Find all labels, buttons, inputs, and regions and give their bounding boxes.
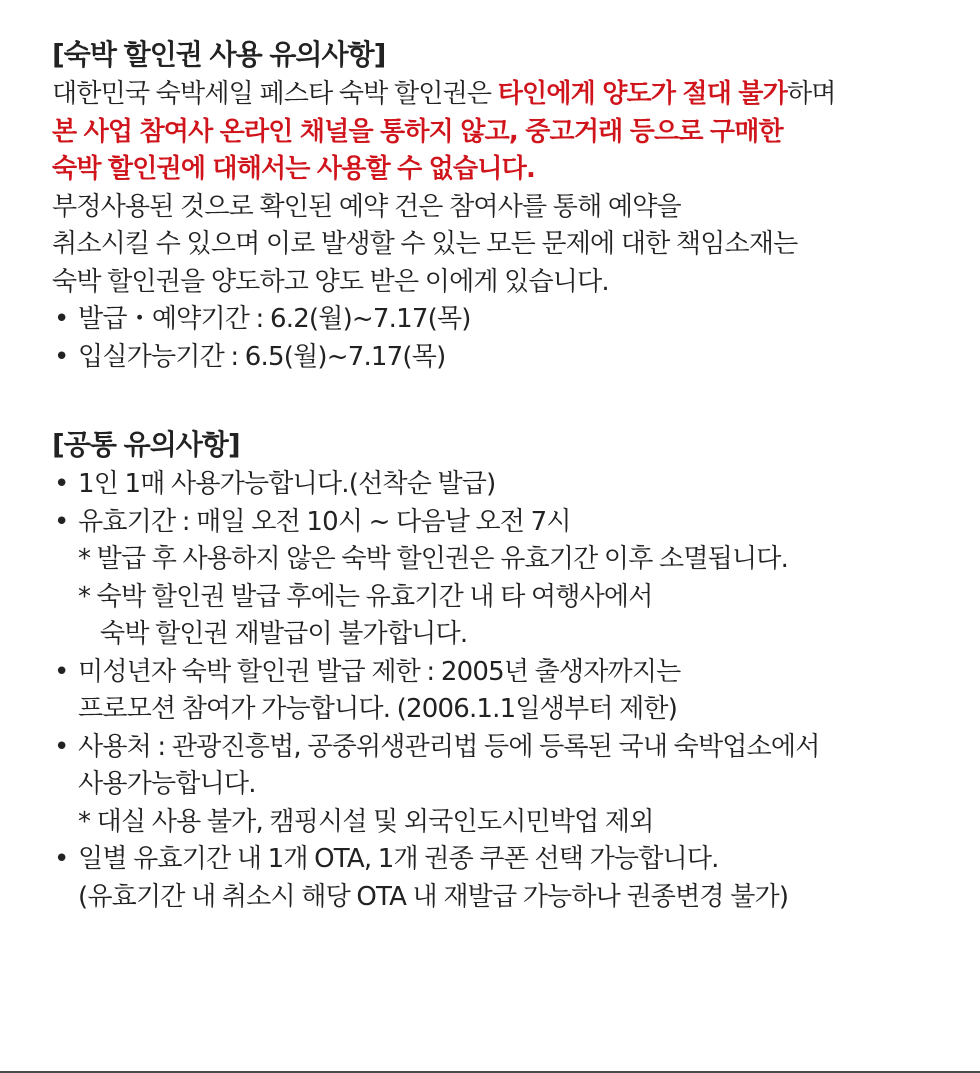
minor-restriction-item	[52, 654, 972, 692]
validity-item	[52, 504, 972, 542]
bullet-dot: •	[54, 656, 69, 687]
misuse-line-1: 부정사용된 것으로 확인된 예약 건은 참여사를 통해 예약을	[52, 191, 681, 222]
issue-period-text: 발급・예약기간 : 6.2(월)~7.17(목)	[78, 304, 471, 334]
bullet-dot: •	[54, 844, 69, 874]
daily-ota-text: 일별 유효기간 내 1개 OTA, 1개 권종 쿠폰 선택 가능합니다.	[78, 844, 719, 874]
warning-line-unusable: 숙박 할인권에 대해서는 사용할 수 없습니다.	[52, 154, 536, 184]
common-notice-heading: [공통 유의사항]	[52, 428, 240, 461]
validity-note-reissue-cont: 숙박 할인권 재발급이 불가합니다.	[100, 619, 468, 649]
daily-ota-cont: (유효기간 내 취소시 해당 OTA 내 재발급 가능하나 권종변경 불가)	[78, 881, 789, 912]
validity-note-reissue: * 숙박 할인권 발급 후에는 유효기간 내 타 여행사에서	[78, 581, 653, 612]
checkin-period-text: 입실가능기간 : 6.5(월)~7.17(목)	[78, 341, 446, 372]
misuse-line-2: 취소시킬 수 있으며 이로 발생할 수 있는 모든 문제에 대한 책임소재는	[52, 229, 798, 259]
transfer-prohibition-line	[52, 76, 972, 114]
validity-text: 유효기간 : 매일 오전 10시 ~ 다음날 오전 7시	[78, 506, 571, 537]
intro-text-end: 하며	[786, 79, 836, 109]
issue-period-item	[52, 301, 972, 339]
usage-place-cont: 사용가능합니다.	[78, 769, 256, 799]
warning-line-secondhand: 본 사업 참여사 온라인 채널을 통하지 않고, 중고거래 등으로 구매한	[52, 116, 783, 147]
section-spacer	[52, 376, 972, 424]
bullet-dot: •	[54, 304, 69, 334]
validity-note-expire: * 발급 후 사용하지 않은 숙박 할인권은 유효기간 이후 소멸됩니다.	[78, 544, 789, 574]
minor-restriction-cont: 프로모션 참여가 가능합니다. (2006.1.1일생부터 제한)	[78, 694, 678, 724]
bullet-dot: •	[54, 731, 69, 762]
usage-place-note: * 대실 사용 불가, 캠핑시설 및 외국인도시민박업 제외	[78, 806, 654, 837]
misuse-line-3: 숙박 할인권을 양도하고 양도 받은 이에게 있습니다.	[52, 266, 609, 297]
notice-content	[52, 34, 972, 916]
intro-text: 대한민국 숙박세일 페스타 숙박 할인권은	[52, 79, 498, 109]
bullet-dot: •	[54, 506, 69, 537]
bullet-dot: •	[54, 469, 69, 499]
usage-place-item	[52, 729, 972, 767]
usage-place-text: 사용처 : 관광진흥법, 공중위생관리법 등에 등록된 국내 숙박업소에서	[78, 731, 820, 762]
one-per-person-text: 1인 1매 사용가능합니다.(선착순 발급)	[78, 469, 496, 499]
usage-notice-heading: [숙박 할인권 사용 유의사항]	[52, 38, 386, 71]
bullet-dot: •	[54, 341, 69, 372]
checkin-period-item	[52, 339, 972, 377]
daily-ota-item	[52, 841, 972, 879]
transfer-warning-emphasis: 타인에게 양도가 절대 불가	[497, 79, 787, 109]
one-per-person-item	[52, 466, 972, 504]
minor-restriction-text: 미성년자 숙박 할인권 발급 제한 : 2005년 출생자까지는	[78, 656, 681, 687]
